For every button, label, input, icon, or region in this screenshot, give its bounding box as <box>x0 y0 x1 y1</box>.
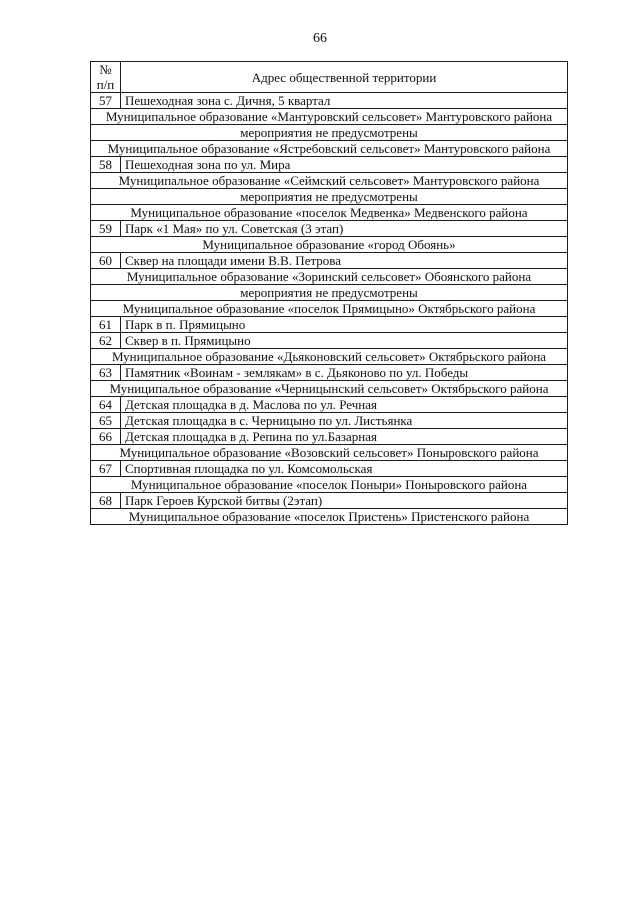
municipality-heading-row <box>91 509 568 525</box>
territory-row <box>91 317 568 333</box>
territory-row <box>91 93 568 109</box>
municipality-heading: Муниципальное образование «Мантуровский сельсовет» Мантуровского района <box>91 109 568 125</box>
municipality-heading-row <box>91 477 568 493</box>
municipality-heading: Муниципальное образование «поселок Прямицыно» Октябрьского района <box>91 301 568 317</box>
row-address: Парк в п. Прямицыно <box>121 317 568 333</box>
territory-row <box>91 493 568 509</box>
row-address: Пешеходная зона с. Дичня, 5 квартал <box>121 93 568 109</box>
page-number: 66 <box>313 31 327 46</box>
territory-row <box>91 413 568 429</box>
territory-row <box>91 365 568 381</box>
municipality-heading: Муниципальное образование «поселок Пристень» Пристенского района <box>91 509 568 525</box>
municipality-heading-row <box>91 205 568 221</box>
municipality-heading-row <box>91 109 568 125</box>
table-body <box>91 93 568 525</box>
row-address: Спортивная площадка по ул. Комсомольская <box>121 461 568 477</box>
municipality-heading: Муниципальное образование «поселок Медвенка» Медвенского района <box>91 205 568 221</box>
row-number: 68 <box>91 493 121 509</box>
note-row <box>91 285 568 301</box>
no-activities-note: мероприятия не предусмотрены <box>91 189 568 205</box>
municipality-heading-row <box>91 237 568 253</box>
row-number: 62 <box>91 333 121 349</box>
row-address: Памятник «Воинам - землякам» в с. Дьяконово по ул. Победы <box>121 365 568 381</box>
municipality-heading: Муниципальное образование «Черницынский сельсовет» Октябрьского района <box>91 381 568 397</box>
territory-row <box>91 253 568 269</box>
municipality-heading-row <box>91 349 568 365</box>
note-row <box>91 125 568 141</box>
municipality-heading: Муниципальное образование «Сеймский сельсовет» Мантуровского района <box>91 173 568 189</box>
header-row <box>91 62 568 93</box>
territory-table <box>90 61 568 525</box>
territory-row <box>91 333 568 349</box>
municipality-heading: Муниципальное образование «Дьяконовский сельсовет» Октябрьского района <box>91 349 568 365</box>
header-address-cell: Адрес общественной территории <box>121 62 568 93</box>
municipality-heading-row <box>91 301 568 317</box>
no-activities-note: мероприятия не предусмотрены <box>91 285 568 301</box>
row-number: 61 <box>91 317 121 333</box>
table-header <box>91 62 568 93</box>
municipality-heading-row <box>91 269 568 285</box>
municipality-heading-row <box>91 381 568 397</box>
municipality-heading: Муниципальное образование «Ястребовский сельсовет» Мантуровского района <box>91 141 568 157</box>
territory-row <box>91 157 568 173</box>
municipality-heading: Муниципальное образование «Возовский сельсовет» Поныровского района <box>91 445 568 461</box>
row-address: Детская площадка в с. Черницыно по ул. Листьянка <box>121 413 568 429</box>
header-number-symbol: № <box>99 62 112 77</box>
note-row <box>91 189 568 205</box>
row-address: Сквер на площади имени В.В. Петрова <box>121 253 568 269</box>
row-address: Детская площадка в д. Репина по ул.Базарная <box>121 429 568 445</box>
header-number-cell <box>91 62 121 93</box>
municipality-heading-row <box>91 445 568 461</box>
row-number: 58 <box>91 157 121 173</box>
row-number: 67 <box>91 461 121 477</box>
municipality-heading: Муниципальное образование «Зоринский сельсовет» Обоянского района <box>91 269 568 285</box>
header-number-abbrev: п/п <box>96 77 115 92</box>
territory-row <box>91 429 568 445</box>
row-address: Парк «1 Мая» по ул. Советская (3 этап) <box>121 221 568 237</box>
row-number: 65 <box>91 413 121 429</box>
no-activities-note: мероприятия не предусмотрены <box>91 125 568 141</box>
row-number: 64 <box>91 397 121 413</box>
municipality-heading-row <box>91 141 568 157</box>
row-number: 57 <box>91 93 121 109</box>
municipality-heading-row <box>91 173 568 189</box>
row-number: 60 <box>91 253 121 269</box>
territory-row <box>91 461 568 477</box>
row-address: Парк Героев Курской битвы (2этап) <box>121 493 568 509</box>
territory-row <box>91 221 568 237</box>
row-address: Сквер в п. Прямицыно <box>121 333 568 349</box>
municipality-heading: Муниципальное образование «поселок Поныри» Поныровского района <box>91 477 568 493</box>
row-number: 59 <box>91 221 121 237</box>
row-address: Пешеходная зона по ул. Мира <box>121 157 568 173</box>
territory-row <box>91 397 568 413</box>
row-number: 66 <box>91 429 121 445</box>
row-number: 63 <box>91 365 121 381</box>
municipality-heading: Муниципальное образование «город Обоянь» <box>91 237 568 253</box>
row-address: Детская площадка в д. Маслова по ул. Речная <box>121 397 568 413</box>
